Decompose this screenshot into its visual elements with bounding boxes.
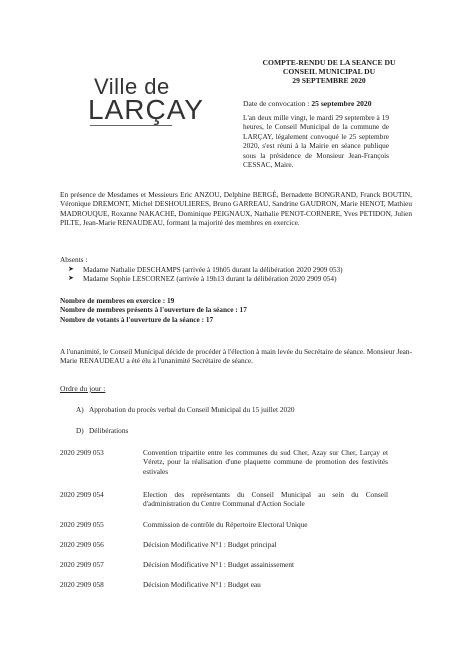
deliberation-text: Décision Modificative N°1 : Budget eau: [143, 580, 261, 589]
agenda-item-d: [76, 426, 128, 435]
convocation-label: Date de convocation :: [243, 99, 310, 108]
agenda-item-text: Délibérations: [89, 426, 129, 435]
convocation-value: 25 septembre 2020: [311, 99, 372, 108]
deliberation-number: 2020 2909 057: [60, 560, 104, 569]
absents-title: Absents :: [60, 255, 88, 264]
town-logo: [88, 74, 204, 132]
header-line2: CONSEIL MUNICIPAL DU: [282, 67, 376, 76]
agenda-item-letter: D): [76, 426, 84, 435]
agenda-item-a: [76, 405, 295, 414]
deliberation-text: Commission de contrôle du Répertoire Electoral Unique: [143, 520, 308, 529]
presence-paragraph: En présence de Mesdames et Messieurs Eric ANZOU, Delphine BERGÉ, Bernadette BONGRAND, Franck BOUTIN, Véronique DREMONT, Michel DESHOULIERES, Bruno GARREAU, Sandrine GAUDRON, Marie HENOT, Mathieu MADROUQUE, Roxanne NAKACHE, Dominique PEIGNAUX, Nathalie PENOT-CORNERE, Yves PETIDON, Julien PILTE, Jean-Marie RENAUDEAU, formant la majorité des membres en exercice.: [60, 190, 412, 228]
arrow-bullet-icon: ➤: [68, 274, 74, 283]
logo-underline: [90, 125, 172, 126]
absent-text: Madame Nathalie DESCHAMPS (arrivée à 19h05 durant la délibération 2020 2909 053): [83, 265, 343, 274]
agenda-item-letter: A): [76, 405, 84, 414]
deliberation-number: 2020 2909 058: [60, 580, 104, 589]
deliberation-number: 2020 2909 054: [60, 490, 104, 499]
convocation-date: [243, 99, 372, 108]
deliberation-number: 2020 2909 056: [60, 540, 104, 549]
logo-line2: LARÇAY: [88, 94, 204, 125]
header-line1: COMPTE-RENDU DE LA SEANCE DU: [262, 58, 396, 67]
deliberation-text: Décision Modificative N°1 : Budget principal: [143, 540, 277, 549]
absent-item: [68, 274, 412, 283]
absent-item: [68, 265, 412, 274]
intro-paragraph: L'an deux mille vingt, le mardi 29 septembre à 19 heures, le Conseil Municipal de la commune de LARÇAY, légalement convoqué le 25 septembre 2020, s'est réuni à la Mairie en séance publique sous la présidence de Monsieur Jean-François CESSAC, Maire.: [243, 113, 389, 170]
deliberation-number: 2020 2909 055: [60, 520, 104, 529]
logo-line1: Ville de: [94, 74, 170, 99]
count-present: Nombre de membres présents à l'ouverture de la séance : 17: [60, 305, 247, 315]
document-header: [254, 58, 404, 85]
count-voting: Nombre de votants à l'ouverture de la séance : 17: [60, 314, 214, 324]
count-members: Nombre de membres en exercice : 19: [60, 296, 175, 305]
absent-text: Madame Sophie LESCORNEZ (arrivée à 19h13 durant la délibération 2020 2909 054): [83, 274, 337, 284]
deliberation-text: Décision Modificative N°1 : Budget assainissement: [143, 560, 295, 569]
deliberation-text: Convention tripartite entre les communes du sud Cher, Azay sur Cher, Larçay et Véretz, pour la réalisation d'une plaquette commune de promotion des festivités estivales: [143, 448, 388, 476]
agenda-title: Ordre du jour :: [60, 384, 106, 393]
header-line3: 29 SEPTEMBRE 2020: [292, 76, 366, 85]
agenda-item-text: Approbation du procès verbal du Conseil Municipal du 15 juillet 2020: [89, 405, 295, 414]
member-counts: [60, 296, 247, 324]
absents-list: [68, 265, 412, 284]
deliberation-text: Election des représentants du Conseil Municipal au sein du Conseil d'administration du Centre Communal d'Action Sociale: [143, 490, 388, 509]
arrow-bullet-icon: ➤: [68, 265, 74, 273]
deliberation-number: 2020 2909 053: [60, 448, 104, 457]
secretary-election-paragraph: A l'unanimité, le Conseil Municipal décide de procéder à l'élection à main levée du Secrétaire de séance. Monsieur Jean-Marie RENAUDEAU a été élu à l'unanimité Secrétaire de séance.: [60, 347, 412, 366]
